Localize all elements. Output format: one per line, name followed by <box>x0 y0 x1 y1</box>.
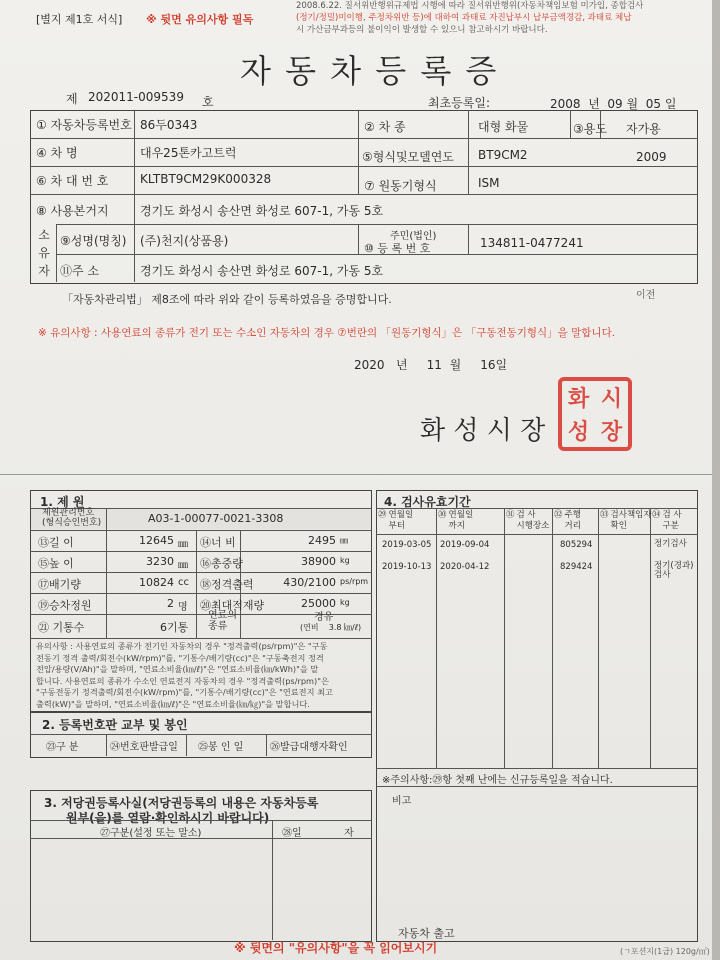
document-title: 자 동 차 등 록 증 <box>240 52 499 90</box>
caution-text: ※ 유의사항 : 사용연료의 종류가 전기 또는 수소인 자동차의 경우 ⑦번란의 「원동기형식」은 「구동전동기형식」을 말합니다. <box>38 327 616 339</box>
label-owner-side: 소 유 자 <box>38 228 50 278</box>
spec-unit: cc <box>178 577 189 588</box>
label-engine-type: ⑦ 원동기형식 <box>364 179 437 193</box>
official-seal: 화 시 성 장 <box>558 377 632 451</box>
first-reg-label: 최초등록일: <box>428 96 491 110</box>
inspection-mileage: 805294 <box>560 540 593 550</box>
mortgage-col-type: ㉗구분(설정 또는 말소) <box>100 828 202 839</box>
label-cylinders: ㉑ 기통수 <box>38 621 85 634</box>
inspection-header-cell: ㉚ 연월일 까지 <box>438 510 474 531</box>
spec-label: ⑮높 이 <box>38 557 74 570</box>
value-vehicle-class: 대형 화물 <box>478 120 529 134</box>
first-reg-date: 2008 년 09 월 05 일 <box>550 97 677 111</box>
label-vin: ⑥ 차 대 번 호 <box>36 174 109 188</box>
inspection-type: 정기검사 <box>654 539 687 549</box>
spec-value: 2495 <box>308 534 336 547</box>
plate-col-seal-date: ㉕봉 인 일 <box>198 742 244 753</box>
reg-no-suffix: 호 <box>202 95 214 109</box>
spec-label: ⑯총중량 <box>200 557 243 570</box>
inspection-from: 2019-03-05 <box>382 540 432 550</box>
value-owner-name: (주)천지(상품용) <box>140 234 229 248</box>
inspection-header-cell: ㉝ 검사책임자 확인 <box>600 510 652 531</box>
spec-unit: ㎜ <box>340 536 348 545</box>
spec-value: 3230 <box>146 555 174 568</box>
value-owner-address: 경기도 화성시 송산면 화성로 607-1, 가동 5호 <box>140 264 384 278</box>
inspection-heading: 4. 검사유효기간 <box>384 495 471 509</box>
value-cylinders: 6기통 <box>160 621 189 634</box>
spec-label: ⑲승차정원 <box>38 599 92 612</box>
label-owner-address: ⑪주 소 <box>60 264 99 278</box>
inspection-header-cell: ㉛ 검 사 시행장소 <box>506 510 550 531</box>
inspection-type: 정기(경과)검사 <box>654 561 694 580</box>
spec-unit: 명 <box>178 602 188 613</box>
spec-value: 12645 <box>139 534 174 547</box>
reg-no-prefix: 제 <box>66 92 78 106</box>
spec-value: 10824 <box>139 576 174 589</box>
spec-label: ⑰배기량 <box>38 578 81 591</box>
header-notice-right: 2008.6.22. 질서위반행위규제법 시행에 따라 질서위반행위(자동차책임보험 미가입, 종합검사 (정기/정밀)미이행, 주정차위반 등)에 대하여 과태료 자진납부시 납부금액경감, 과태료 체납 시 가산금부과등의 불이익이 발생할 수 있으니 참고하시기 바랍니다. <box>296 1 644 35</box>
transfer-note: 이전 <box>636 290 656 301</box>
plate-col-agent-check: ㉖발급대행자확인 <box>270 742 348 753</box>
value-fuel-efficiency: (연비 3.8 ㎞/ℓ) <box>300 623 362 632</box>
spec-heading: 1. 제 원 <box>40 495 85 509</box>
mortgage-col-day: ㉘일 <box>282 828 302 839</box>
label-usage: ③용도 <box>573 122 607 136</box>
spec-unit: kg <box>340 556 350 565</box>
label-corp-no-top: 주민(법인) <box>390 231 437 242</box>
inspection-footnote: ※주의사항:㉙항 첫째 난에는 신규등록일을 적습니다. <box>382 775 613 786</box>
label-owner-name: ⑨성명(명칭) <box>60 234 127 248</box>
spec-value: 430/2100 <box>283 576 336 589</box>
label-vehicle-name: ④ 차 명 <box>36 146 78 160</box>
value-model: BT9CM2 <box>478 148 528 162</box>
paper-spec: (ㄱ포션지(1급) 120g/㎡) <box>620 947 710 956</box>
mortgage-col-ja: 자 <box>344 828 354 839</box>
spec-unit: ps/rpm <box>340 577 369 586</box>
issuer-name: 화 성 시 장 <box>420 416 546 446</box>
mortgage-heading-1: 3. 저당권등록사실(저당권등록의 내용은 자동차등록 <box>44 796 319 810</box>
reg-no: 202011-009539 <box>88 90 184 104</box>
spec-label: ⑬길 이 <box>38 536 74 549</box>
value-fuel: 경유 <box>314 612 334 623</box>
label-vehicle-reg-no: ① 자동차등록번호 <box>36 118 132 132</box>
label-fuel: 연료의 종류 <box>208 610 237 632</box>
inspection-to: 2020-04-12 <box>440 562 490 572</box>
spec-unit: ㎜ <box>178 539 188 550</box>
value-usage: 자가용 <box>626 122 661 136</box>
spec-unit: kg <box>340 598 350 607</box>
inspection-mileage: 829424 <box>560 562 593 572</box>
value-model-year: 2009 <box>636 150 667 164</box>
issue-date: 2020 년 11 월 16일 <box>354 358 508 372</box>
label-model-year: ⑤형식및모델연도 <box>362 150 454 164</box>
spec-value: 38900 <box>301 555 336 568</box>
label-corp-no: ⑩ 등 록 번 호 <box>364 242 431 255</box>
value-engine-type: ISM <box>478 176 500 190</box>
value-vehicle-name: 대우25톤카고트럭 <box>140 146 237 160</box>
form-label: [별지 제1호 서식] <box>36 13 123 26</box>
certification-text: 「자동차관리법」 제8조에 따라 위와 같이 등록하였음을 증명합니다. <box>62 293 392 306</box>
value-vin: KLTBT9CM29K000328 <box>140 172 272 186</box>
spec-unit: ㎜ <box>178 560 188 571</box>
inspection-from: 2019-10-13 <box>382 562 432 572</box>
value-base-address: 경기도 화성시 송산면 화성로 607-1, 가동 5호 <box>140 204 384 218</box>
spec-label: ⑳최대적재량 <box>200 599 265 612</box>
delivery-stamp-text: 자동차 출고 <box>398 927 455 940</box>
plate-heading: 2. 등록번호판 교부 및 봉인 <box>42 718 188 732</box>
notice-read-back: ※ 뒷면 유의사항 필독 <box>146 13 254 26</box>
label-spec-approval: 제원관리번호 (형식승인번호) <box>42 508 102 528</box>
label-vehicle-class: ② 차 종 <box>364 120 406 134</box>
inspection-to: 2019-09-04 <box>440 540 490 550</box>
spec-value: 2 <box>167 597 174 610</box>
mortgage-heading-2: 원부(을)를 열람·확인하시기 바랍니다) <box>66 811 270 825</box>
bottom-notice: ※ 뒷면의 "유의사항"을 꼭 읽어보시기 <box>234 941 438 955</box>
inspection-header-cell: ㉜ 주행 거리 <box>554 510 581 531</box>
plate-col-type: ㉓구 분 <box>46 742 79 753</box>
inspection-header-cell: ㉙ 연월일 부터 <box>378 510 414 531</box>
spec-label: ⑭너 비 <box>200 536 236 549</box>
label-base-address: ⑧ 사용본거지 <box>36 204 109 218</box>
value-vehicle-reg-no: 86두0343 <box>140 118 198 132</box>
spec-value: 25000 <box>301 597 336 610</box>
inspection-header-cell: ㉞ 검 사 구분 <box>652 510 682 531</box>
spec-caution-note: 유의사항 : 사용연료의 종류가 전기인 자동차의 경우 "정격출력(ps/rpm)"은 "구동 전동기 정격 출력/회전수(kW/rpm)"를, "기통수/배기량(cc)"은 "구동축전지 정격 전압/용량(V/Ah)"을 말하며, "연료소비율(㎞/ℓ)"은 "연료소비율(㎞/kWh)"을 말 합니다. 사용연료의 종류가 수소인 연료전지 자동차의 경우 "정격출력(ps/rpm)"은 "구동전동기 정격출력/회전수(kW/rpm)"를, "기통수/배기량(cc)"은 "연료전지 최고 출력(kW)"을 말하며, "연료소비율(㎞/ℓ)"은 "연료소비율(㎞/㎏)"을 말합니다. <box>36 641 333 709</box>
value-spec-approval: A03-1-00077-0021-3308 <box>148 512 284 525</box>
spec-label: ⑱정격출력 <box>200 578 254 591</box>
value-corp-no: 134811-0477241 <box>480 236 584 250</box>
plate-col-issue-date: ㉔번호판발급일 <box>110 742 178 753</box>
inspection-remarks: 비고 <box>392 796 412 807</box>
